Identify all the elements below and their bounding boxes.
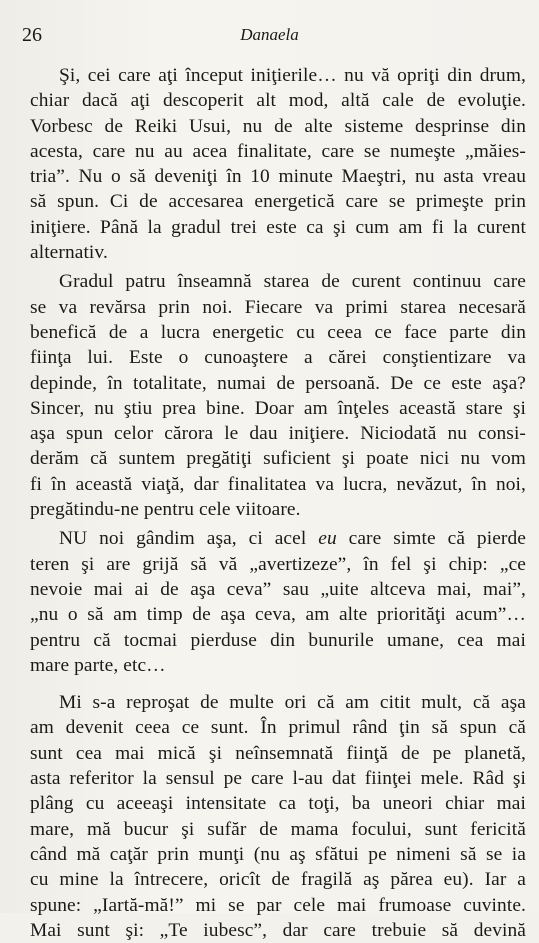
text-line: pentru că tocmai pierduse din bunurile umane, cea mai bbox=[30, 629, 526, 651]
line-text-start: NU noi gândim aşa, ci acel bbox=[59, 528, 319, 550]
text-line: teren şi are grijă să vă „avertizeze”, în fel şi chip: „ce bbox=[30, 553, 526, 575]
text-line: Sincer, nu ştiu prea bine. Doar am înţeles această stare şi bbox=[30, 397, 526, 419]
text-line: chiar dacă aţi descoperit alt mod, altă cale de evoluţie. bbox=[30, 90, 526, 112]
text-line: spune: „Iartă-mă!” mi se par cele mai frumoase cuvinte. bbox=[30, 894, 526, 916]
text-line: Mai sunt şi: „Te iubesc”, dar care trebuie să devină bbox=[30, 919, 526, 941]
text-line: Gradul patru înseamnă starea de curent continuu care bbox=[59, 271, 526, 293]
paragraph-1 bbox=[30, 63, 526, 265]
text-line: acesta, care nu au acea finalitate, care se numeşte „măies- bbox=[30, 140, 526, 162]
text-line: depinde, în totalitate, numai de persoană. De ce este aşa? bbox=[30, 372, 526, 394]
text-line: cu mine la întrecere, oricît de fragilă aş părea eu). Iar a bbox=[30, 869, 526, 891]
paragraph-2 bbox=[30, 269, 526, 522]
running-head: Danaela bbox=[240, 25, 299, 44]
text-line: plâng cu aceeaşi intensitate ca toţi, ba uneori chiar mai bbox=[30, 793, 526, 815]
page-number: 26 bbox=[22, 24, 42, 46]
paragraph-3 bbox=[30, 526, 526, 678]
text-line: asta referitor la sensul pe care l-au dat fiinţei mele. Râd şi bbox=[30, 768, 526, 790]
text-line: pregătindu-ne pentru cele viitoare. bbox=[30, 499, 301, 521]
text-line: mare, mă bucur şi sufăr de mama focului, sunt fericită bbox=[30, 818, 526, 840]
text-line: am devenit ceea ce sunt. În primul rând ţin să spun că bbox=[30, 717, 526, 739]
text-line: alternativ. bbox=[30, 242, 108, 264]
text-line: iniţiere. Până la gradul trei este ca şi cum am fi la curent bbox=[30, 216, 526, 238]
text-line: nevoie mai ai de aşa ceva” sau „uite altceva mai, mai”, bbox=[30, 578, 526, 600]
emphasized-word: eu bbox=[318, 528, 337, 550]
text-line: sunt cea mai mică şi neînsemnată fiinţă de pe planetă, bbox=[30, 742, 526, 764]
text-line: Mi s-a reproşat de multe ori că am citit mult, că aşa bbox=[59, 692, 526, 714]
text-line: benefică de a lucra energetic cu ceea ce face parte din bbox=[30, 321, 526, 343]
page-header bbox=[22, 24, 517, 50]
text-line: „nu o să am timp de aşa ceva, am alte priorităţi acum”… bbox=[30, 604, 526, 626]
text-line: aşa spun celor cărora le dau iniţiere. Niciodată nu consi- bbox=[30, 423, 526, 445]
text-line: se va revărsa prin noi. Fiecare va primi starea necesară bbox=[30, 296, 526, 318]
text-line: Şi, cei care aţi început iniţierile… nu vă opriţi din drum, bbox=[59, 65, 526, 86]
body-text bbox=[30, 63, 526, 943]
text-line: tria”. Nu o să deveniţi în 10 minute Maeştri, nu asta vreau bbox=[30, 166, 526, 188]
text-line: fi în această viaţă, dar finalitatea va lucra, nevăzut, în noi, bbox=[30, 473, 526, 495]
paragraph-4 bbox=[30, 690, 526, 943]
text-line bbox=[30, 526, 526, 551]
text-line: fiinţa lui. Este o cunoaştere a cărei conştientizare va bbox=[30, 347, 526, 369]
text-line: când mă caţăr prin munţi (nu aş sfătui pe nimeni să se ia bbox=[30, 843, 526, 865]
text-line: derăm că suntem pregătiţi suficient şi poate nici nu vom bbox=[30, 448, 526, 470]
text-line: mare parte, etc… bbox=[30, 654, 166, 676]
text-line: Vorbesc de Reiki Usui, nu de alte sisteme desprinse din bbox=[30, 115, 526, 137]
text-line: să spun. Ci de accesarea energetică care se primeşte prin bbox=[30, 191, 526, 213]
line-text-end: care simte că pierde bbox=[336, 528, 526, 550]
